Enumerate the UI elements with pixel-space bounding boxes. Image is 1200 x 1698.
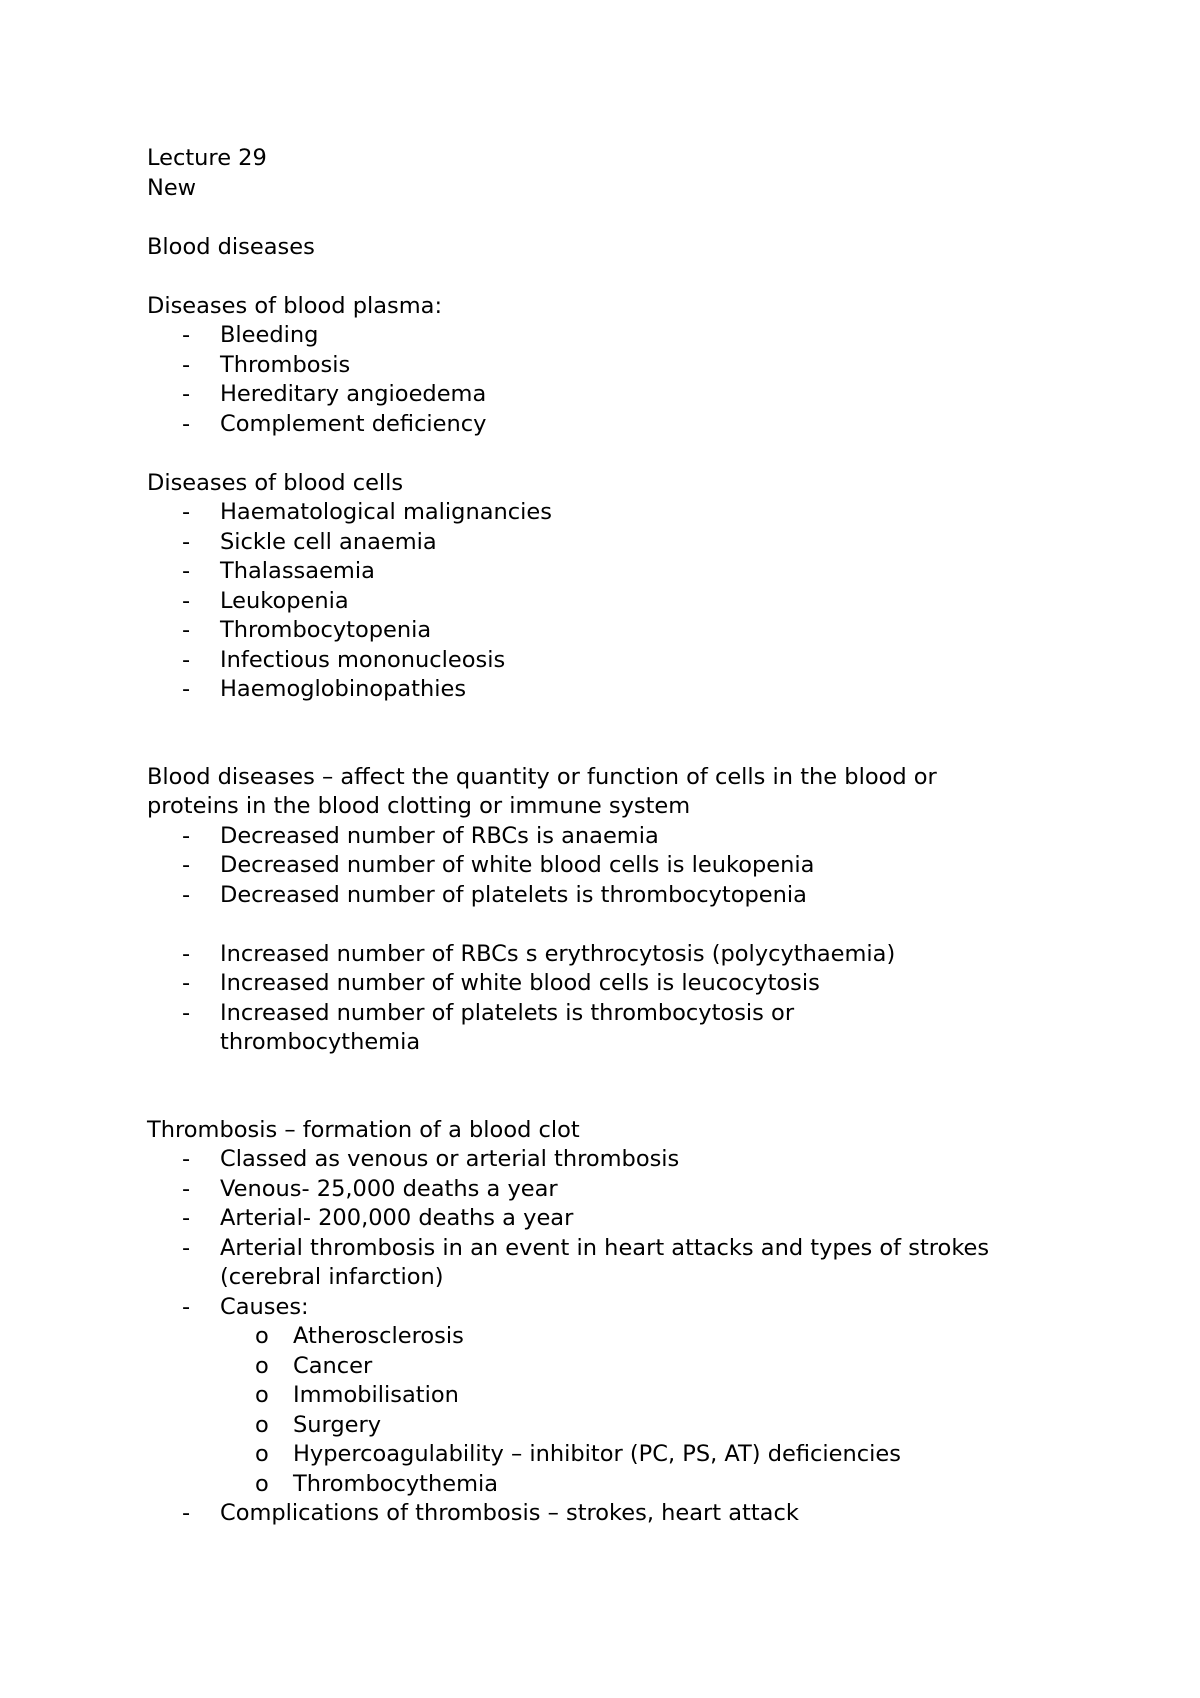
- list-item: - Leukopenia: [147, 587, 1147, 617]
- list-item: - Thalassaemia: [147, 557, 1147, 587]
- circle-bullet: o: [255, 1470, 269, 1497]
- list-item: - Complement deficiency: [147, 410, 1147, 440]
- list-item: - Hereditary angioedema: [147, 380, 1147, 410]
- lecture-title: Lecture 29: [147, 145, 267, 171]
- dash-marker: -: [182, 499, 191, 525]
- section-heading: Blood diseases: [147, 233, 315, 260]
- list-item: - Thrombocytopenia: [147, 616, 1147, 646]
- dash-marker: -: [182, 852, 191, 878]
- list-item: - Haematological malignancies: [147, 498, 1147, 528]
- list-item-continuation: thrombocythemia: [220, 1029, 421, 1055]
- dash-marker: -: [182, 1500, 191, 1526]
- circle-bullet: o: [255, 1441, 269, 1467]
- list-item: - Classed as venous or arterial thrombosis: [147, 1145, 1147, 1175]
- circle-bullet: o: [255, 1323, 269, 1349]
- definition-line: Blood diseases – affect the quantity or function of cells in the blood or: [147, 763, 937, 790]
- dash-marker: -: [182, 1293, 191, 1320]
- dash-marker: -: [182, 617, 191, 643]
- list-item: - Increased number of RBCs s erythrocytosis (polycythaemia): [147, 940, 1147, 970]
- list-item: - Decreased number of platelets is thrombocytopenia: [147, 881, 1147, 911]
- dash-marker: -: [182, 881, 191, 908]
- thrombosis-heading: Thrombosis – formation of a blood clot: [147, 1116, 580, 1143]
- circle-bullet: o: [255, 1352, 269, 1379]
- dash-marker: -: [182, 1175, 191, 1202]
- list-item: - Arterial- 200,000 deaths a year: [147, 1204, 1147, 1234]
- sub-list-item: o Atherosclerosis: [147, 1322, 1147, 1352]
- dash-marker: -: [182, 1146, 191, 1172]
- list-item: - Increased number of white blood cells is leucocytosis: [147, 969, 1147, 999]
- document-page: [147, 144, 1147, 1529]
- plasma-heading: Diseases of blood plasma:: [147, 292, 443, 319]
- list-item: - Arterial thrombosis in an event in heart attacks and types of strokes: [147, 1234, 1147, 1264]
- list-item: - Complications of thrombosis – strokes, heart attack: [147, 1499, 1147, 1529]
- sub-list-item: o Hypercoagulability – inhibitor (PC, PS, AT) deficiencies: [147, 1440, 1147, 1470]
- list-item: - Bleeding: [147, 321, 1147, 351]
- list-item: - Decreased number of RBCs is anaemia: [147, 822, 1147, 852]
- dash-marker: -: [182, 999, 191, 1026]
- dash-marker: -: [182, 970, 191, 996]
- dash-marker: -: [182, 528, 191, 555]
- list-item-continuation: (cerebral infarction): [220, 1264, 444, 1290]
- dash-marker: -: [182, 381, 191, 407]
- list-item: - Venous- 25,000 deaths a year: [147, 1175, 1147, 1205]
- sub-list-item: o Surgery: [147, 1411, 1147, 1441]
- dash-marker: -: [182, 1234, 191, 1261]
- status-label: New: [147, 174, 197, 201]
- list-item: - Increased number of platelets is thrombocytosis or: [147, 999, 1147, 1029]
- circle-bullet: o: [255, 1382, 269, 1408]
- dash-marker: -: [182, 558, 191, 584]
- list-item: - Infectious mononucleosis: [147, 646, 1147, 676]
- sub-list-item: o Immobilisation: [147, 1381, 1147, 1411]
- dash-marker: -: [182, 646, 191, 673]
- dash-marker: -: [182, 322, 191, 348]
- dash-marker: -: [182, 1205, 191, 1231]
- sub-list-item: o Cancer: [147, 1352, 1147, 1382]
- dash-marker: -: [182, 410, 191, 437]
- dash-marker: -: [182, 351, 191, 378]
- list-item: - Thrombosis: [147, 351, 1147, 381]
- dash-marker: -: [182, 940, 191, 967]
- circle-bullet: o: [255, 1411, 269, 1438]
- dash-marker: -: [182, 676, 191, 702]
- list-item: - Haemoglobinopathies: [147, 675, 1147, 705]
- cells-heading: Diseases of blood cells: [147, 469, 404, 496]
- list-item: - Sickle cell anaemia: [147, 528, 1147, 558]
- list-item: - Causes:: [147, 1293, 1147, 1323]
- definition-line: proteins in the blood clotting or immune system: [147, 793, 691, 819]
- dash-marker: -: [182, 822, 191, 849]
- sub-list-item: o Thrombocythemia: [147, 1470, 1147, 1500]
- dash-marker: -: [182, 587, 191, 614]
- list-item: - Decreased number of white blood cells is leukopenia: [147, 851, 1147, 881]
